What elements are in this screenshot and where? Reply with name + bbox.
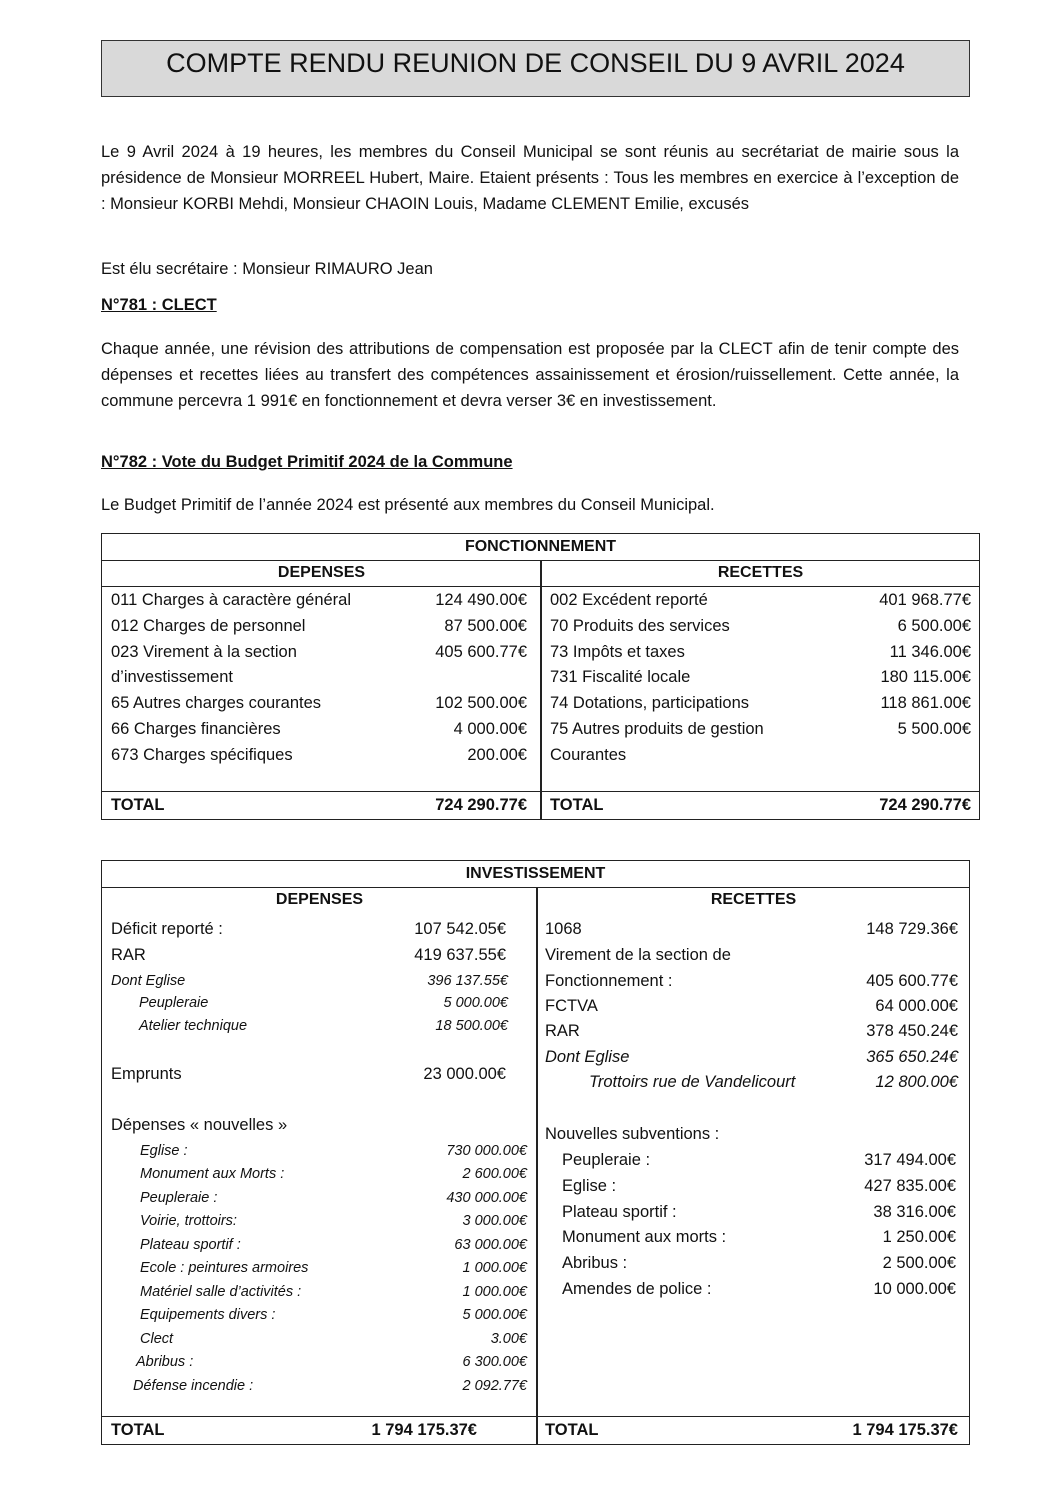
invest-depense-amount: 5 000.00€ bbox=[462, 1307, 527, 1323]
fonct-total-row bbox=[102, 791, 979, 820]
invest-depense-label: Ecole : peintures armoires bbox=[140, 1260, 309, 1276]
fonct-depense-amount: 124 490.00€ bbox=[435, 591, 527, 609]
budget-heading: N°782 : Vote du Budget Primitif 2024 de la Commune bbox=[101, 453, 513, 471]
fonct-depense-label: 65 Autres charges courantes bbox=[111, 694, 322, 713]
invest-depense-label: Emprunts bbox=[111, 1065, 182, 1083]
invest-recette-label: 1068 bbox=[545, 920, 582, 938]
fonct-recette-amount: 180 115.00€ bbox=[880, 668, 971, 687]
fonct-recette-label: 002 Excédent reporté bbox=[550, 591, 708, 609]
fonct-recette-label: 731 Fiscalité locale bbox=[550, 668, 691, 687]
fonct-recette-amount: 5 500.00€ bbox=[897, 720, 971, 738]
invest-depense-amount: 1 000.00€ bbox=[462, 1260, 527, 1276]
invest-recette-amount: 378 450.24€ bbox=[866, 1022, 958, 1040]
invest-depense-label: Peupleraie : bbox=[140, 1190, 218, 1206]
invest-depense-amount: 18 500.00€ bbox=[435, 1018, 508, 1034]
invest-depense-label: Défense incendie : bbox=[133, 1378, 254, 1394]
invest-recette-amount: 148 729.36€ bbox=[866, 920, 958, 938]
fonct-recette-amount: 118 861.00€ bbox=[880, 694, 971, 713]
invest-depense-label: Eglise : bbox=[140, 1143, 188, 1159]
investissement-title: INVESTISSEMENT bbox=[102, 861, 969, 888]
invest-recette-amount: 12 800.00€ bbox=[875, 1073, 958, 1091]
invest-depense-amount: 5 000.00€ bbox=[443, 995, 508, 1011]
fonct-depenses-header: DEPENSES bbox=[102, 560, 541, 587]
invest-depense-label: Dont Eglise bbox=[111, 973, 186, 989]
total-label: TOTAL bbox=[111, 1421, 165, 1439]
clect-paragraph: Chaque année, une révision des attributions de compensation est proposée par la CLECT afin de tenir compte des dépenses et recettes liées au transfert des compétences assainissement et érosion/ruissellement. Cette année, la commune percevra 1 991€ en fonctionnement et devra verser 3€ en investissement. bbox=[101, 340, 959, 410]
fonctionnement-table bbox=[101, 533, 980, 820]
invest-recette-label: Plateau sportif : bbox=[562, 1203, 677, 1221]
fonct-depense-label: 66 Charges financières bbox=[111, 720, 281, 738]
invest-total-recettes: 1 794 175.37€ bbox=[852, 1421, 958, 1439]
fonct-recette-amount: 6 500.00€ bbox=[897, 616, 971, 635]
invest-depense-label: Plateau sportif : bbox=[140, 1237, 241, 1253]
invest-total-row bbox=[102, 1416, 969, 1445]
invest-recette-amount: 317 494.00€ bbox=[864, 1151, 956, 1169]
total-label: TOTAL bbox=[545, 1421, 599, 1439]
invest-depenses-header: DEPENSES bbox=[275, 891, 364, 908]
fonct-total-recettes: 724 290.77€ bbox=[879, 796, 971, 814]
invest-depense-amount: 730 000.00€ bbox=[446, 1143, 527, 1159]
invest-depense-amount: 396 137.55€ bbox=[427, 973, 508, 989]
fonct-depense-label: 011 Charges à caractère général bbox=[111, 591, 352, 609]
invest-depense-label: Monument aux Morts : bbox=[140, 1166, 285, 1182]
invest-recette-amount: 64 000.00€ bbox=[875, 997, 958, 1015]
fonct-depense-amount: 102 500.00€ bbox=[435, 694, 527, 713]
fonct-recette-label: 74 Dotations, participations bbox=[550, 694, 750, 713]
column-divider bbox=[540, 560, 542, 819]
invest-depense-amount: 2 092.77€ bbox=[462, 1378, 527, 1394]
fonct-recette-label: 70 Produits des services bbox=[550, 616, 730, 635]
fonct-recette-amount: 11 346.00€ bbox=[889, 642, 971, 661]
fonct-recette-label: 75 Autres produits de gestion bbox=[550, 720, 764, 738]
fonct-total-depenses: 724 290.77€ bbox=[435, 796, 527, 814]
intro-paragraph: Le 9 Avril 2024 à 19 heures, les membres du Conseil Municipal se sont réunis au secrétariat de mairie sous la présidence de Monsieur MORREEL Hubert, Maire. Etaient présents : Tous les membres en exercice à l’exception de : Monsieur KORBI Mehdi, Monsieur CHAOIN Louis, Madame CLEMENT Emilie, excusés bbox=[101, 143, 959, 213]
investissement-table bbox=[101, 860, 970, 1445]
invest-depense-label: Déficit reporté : bbox=[111, 920, 223, 938]
fonct-depense-label: 673 Charges spécifiques bbox=[111, 745, 293, 764]
invest-depense-label: Dépenses « nouvelles » bbox=[111, 1116, 288, 1134]
budget-paragraph: Le Budget Primitif de l’année 2024 est présenté aux membres du Conseil Municipal. bbox=[101, 496, 715, 514]
invest-recette-label: Abribus : bbox=[562, 1254, 628, 1272]
column-divider bbox=[536, 887, 538, 1444]
invest-recette-amount: 10 000.00€ bbox=[873, 1280, 956, 1298]
invest-recette-label: Monument aux morts : bbox=[562, 1228, 727, 1246]
page-title: COMPTE RENDU REUNION DE CONSEIL DU 9 AVRIL 2024 bbox=[101, 40, 970, 97]
invest-total-depenses: 1 794 175.37€ bbox=[371, 1421, 477, 1439]
invest-recette-amount: 427 835.00€ bbox=[864, 1177, 956, 1195]
invest-depense-label: Matériel salle d’activités : bbox=[140, 1284, 302, 1300]
fonct-recette-label: Courantes bbox=[550, 745, 627, 764]
invest-depense-label: Clect bbox=[140, 1331, 174, 1347]
invest-recette-label: Nouvelles subventions : bbox=[545, 1125, 720, 1143]
invest-depense-label: Equipements divers : bbox=[140, 1307, 276, 1323]
total-label: TOTAL bbox=[111, 796, 165, 814]
invest-recette-label: FCTVA bbox=[545, 997, 598, 1015]
invest-depense-amount: 23 000.00€ bbox=[423, 1065, 506, 1083]
fonct-depense-amount: 200.00€ bbox=[467, 745, 527, 764]
invest-depense-amount: 1 000.00€ bbox=[462, 1284, 527, 1300]
invest-recette-amount: 365 650.24€ bbox=[866, 1048, 958, 1066]
invest-depense-label: RAR bbox=[111, 946, 146, 964]
invest-depense-amount: 63 000.00€ bbox=[454, 1237, 527, 1253]
invest-recette-amount: 405 600.77€ bbox=[866, 972, 958, 990]
fonct-depense-amount: 4 000.00€ bbox=[453, 720, 527, 738]
fonct-recette-label: 73 Impôts et taxes bbox=[550, 642, 685, 661]
fonct-depense-label: d’investissement bbox=[111, 668, 233, 687]
fonct-depense-amount: 87 500.00€ bbox=[444, 616, 527, 635]
clect-heading: N°781 : CLECT bbox=[101, 296, 217, 314]
invest-recette-label: RAR bbox=[545, 1022, 580, 1040]
invest-depense-label: Peupleraie bbox=[139, 995, 209, 1011]
secretaire-line: Est élu secrétaire : Monsieur RIMAURO Jean bbox=[101, 260, 433, 278]
invest-recette-amount: 2 500.00€ bbox=[882, 1254, 956, 1272]
invest-recette-label: Fonctionnement : bbox=[545, 972, 673, 990]
invest-depense-amount: 2 600.00€ bbox=[462, 1166, 527, 1182]
fonct-recettes-header: RECETTES bbox=[542, 560, 979, 587]
invest-recette-label: Trottoirs rue de Vandelicourt bbox=[589, 1073, 796, 1091]
fonct-depense-label: 023 Virement à la section bbox=[111, 642, 297, 661]
invest-recette-label: Virement de la section de bbox=[545, 946, 731, 964]
invest-depense-amount: 419 637.55€ bbox=[414, 946, 506, 964]
invest-recette-label: Peupleraie : bbox=[562, 1151, 651, 1169]
invest-depense-label: Abribus : bbox=[136, 1354, 194, 1370]
fonct-depense-label: 012 Charges de personnel bbox=[111, 616, 306, 635]
invest-depense-amount: 430 000.00€ bbox=[446, 1190, 527, 1206]
invest-recette-amount: 1 250.00€ bbox=[882, 1228, 956, 1246]
invest-recettes-header: RECETTES bbox=[710, 891, 797, 908]
invest-depense-amount: 3.00€ bbox=[490, 1331, 527, 1347]
fonct-depense-amount: 405 600.77€ bbox=[435, 642, 527, 661]
invest-recette-label: Eglise : bbox=[562, 1177, 617, 1195]
invest-depense-label: Atelier technique bbox=[139, 1018, 248, 1034]
invest-depense-amount: 3 000.00€ bbox=[462, 1213, 527, 1229]
invest-recette-label: Amendes de police : bbox=[562, 1280, 712, 1298]
total-label: TOTAL bbox=[550, 796, 604, 814]
invest-recette-amount: 38 316.00€ bbox=[873, 1203, 956, 1221]
invest-depense-amount: 6 300.00€ bbox=[462, 1354, 527, 1370]
invest-recette-label: Dont Eglise bbox=[545, 1048, 630, 1066]
fonct-recette-amount: 401 968.77€ bbox=[879, 591, 971, 609]
invest-depense-amount: 107 542.05€ bbox=[414, 920, 506, 938]
fonctionnement-title: FONCTIONNEMENT bbox=[102, 534, 979, 561]
invest-depense-label: Voirie, trottoirs: bbox=[140, 1213, 237, 1229]
